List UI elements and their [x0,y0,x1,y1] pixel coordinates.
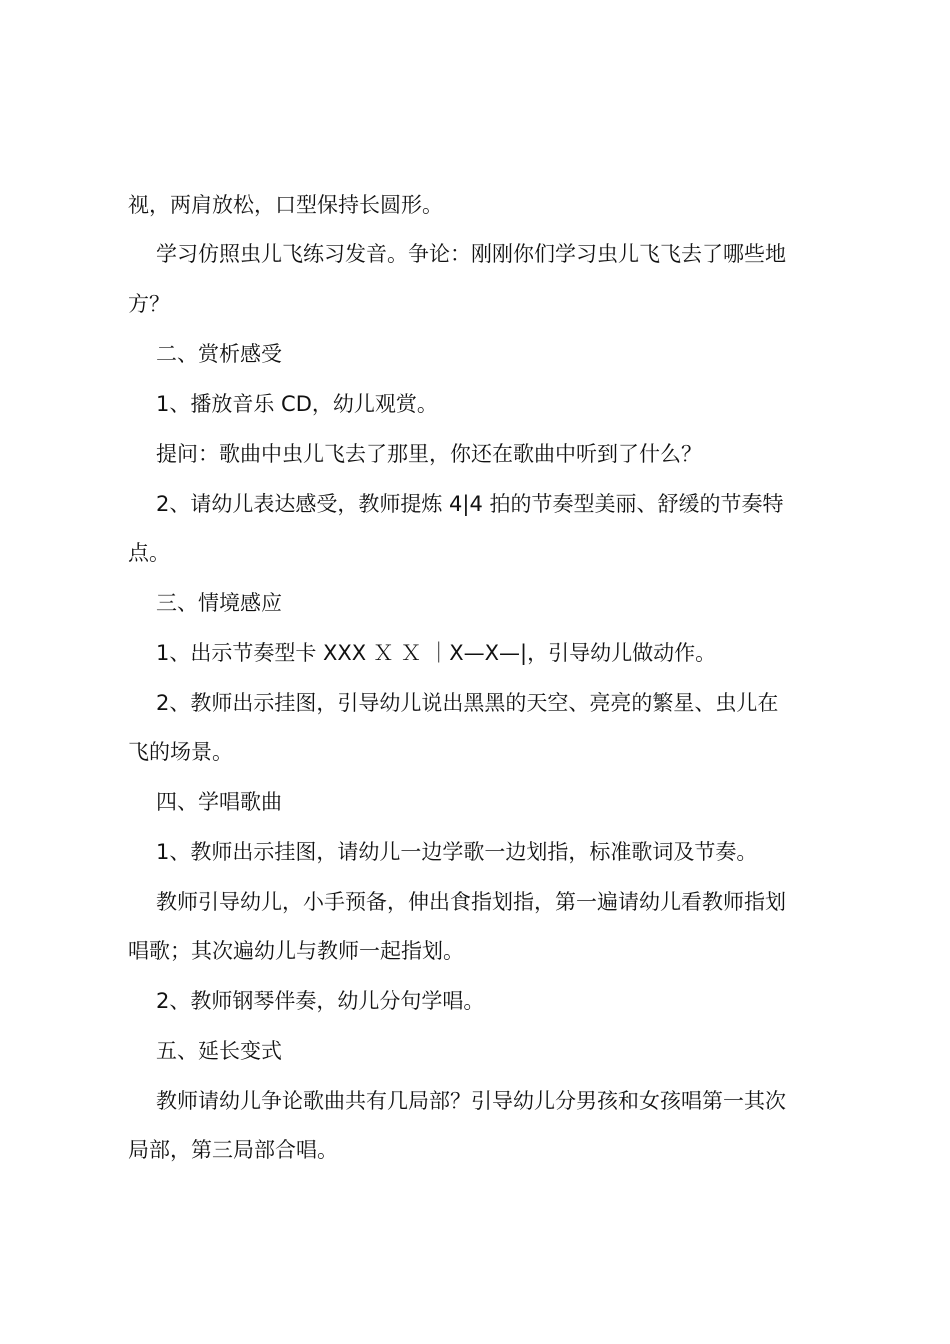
text-line-paragraph: 教师请幼儿争论歌曲共有几局部？引导幼儿分男孩和女孩唱第一其次 [156,1089,786,1113]
text-line-paragraph: 教师引导幼儿，小手预备，伸出食指划指，第一遍请幼儿看教师指划 [156,890,786,914]
text-line-continuation: 飞的场景。 [128,740,233,764]
text-line-paragraph: 提问：歌曲中虫儿飞去了那里，你还在歌曲中听到了什么？ [156,442,702,466]
text-line-paragraph: 2、请幼儿表达感受，教师提炼 4|4 拍的节奏型美丽、舒缓的节奏特 [156,492,784,516]
section-heading: 四、学唱歌曲 [156,790,282,814]
text-line-paragraph: 1、教师出示挂图，请幼儿一边学歌一边划指，标准歌词及节奏。 [156,840,758,864]
section-heading: 二、赏析感受 [156,342,282,366]
text-line-paragraph: 2、教师出示挂图，引导幼儿说出黑黑的天空、亮亮的繁星、虫儿在 [156,691,779,715]
section-heading: 三、情境感应 [156,591,282,615]
text-line-paragraph: 2、教师钢琴伴奏，幼儿分句学唱。 [156,989,485,1013]
text-line-continuation: 唱歌；其次遍幼儿与教师一起指划。 [128,939,464,963]
section-heading: 五、延长变式 [156,1039,282,1063]
text-line-continuation: 局部，第三局部合唱。 [128,1138,338,1162]
text-line-paragraph: 1、播放音乐 CD，幼儿观赏。 [156,392,438,416]
text-line-paragraph: 1、出示节奏型卡 XXX Ｘ Ｘ ｜X—X—|，引导幼儿做动作。 [156,641,717,665]
text-line-continuation: 点。 [128,541,170,565]
text-line-paragraph: 学习仿照虫儿飞练习发音。争论：刚刚你们学习虫儿飞飞去了哪些地 [156,242,786,266]
text-line-continuation: 方？ [128,292,170,316]
text-line-continuation: 视，两肩放松，口型保持长圆形。 [128,193,443,217]
